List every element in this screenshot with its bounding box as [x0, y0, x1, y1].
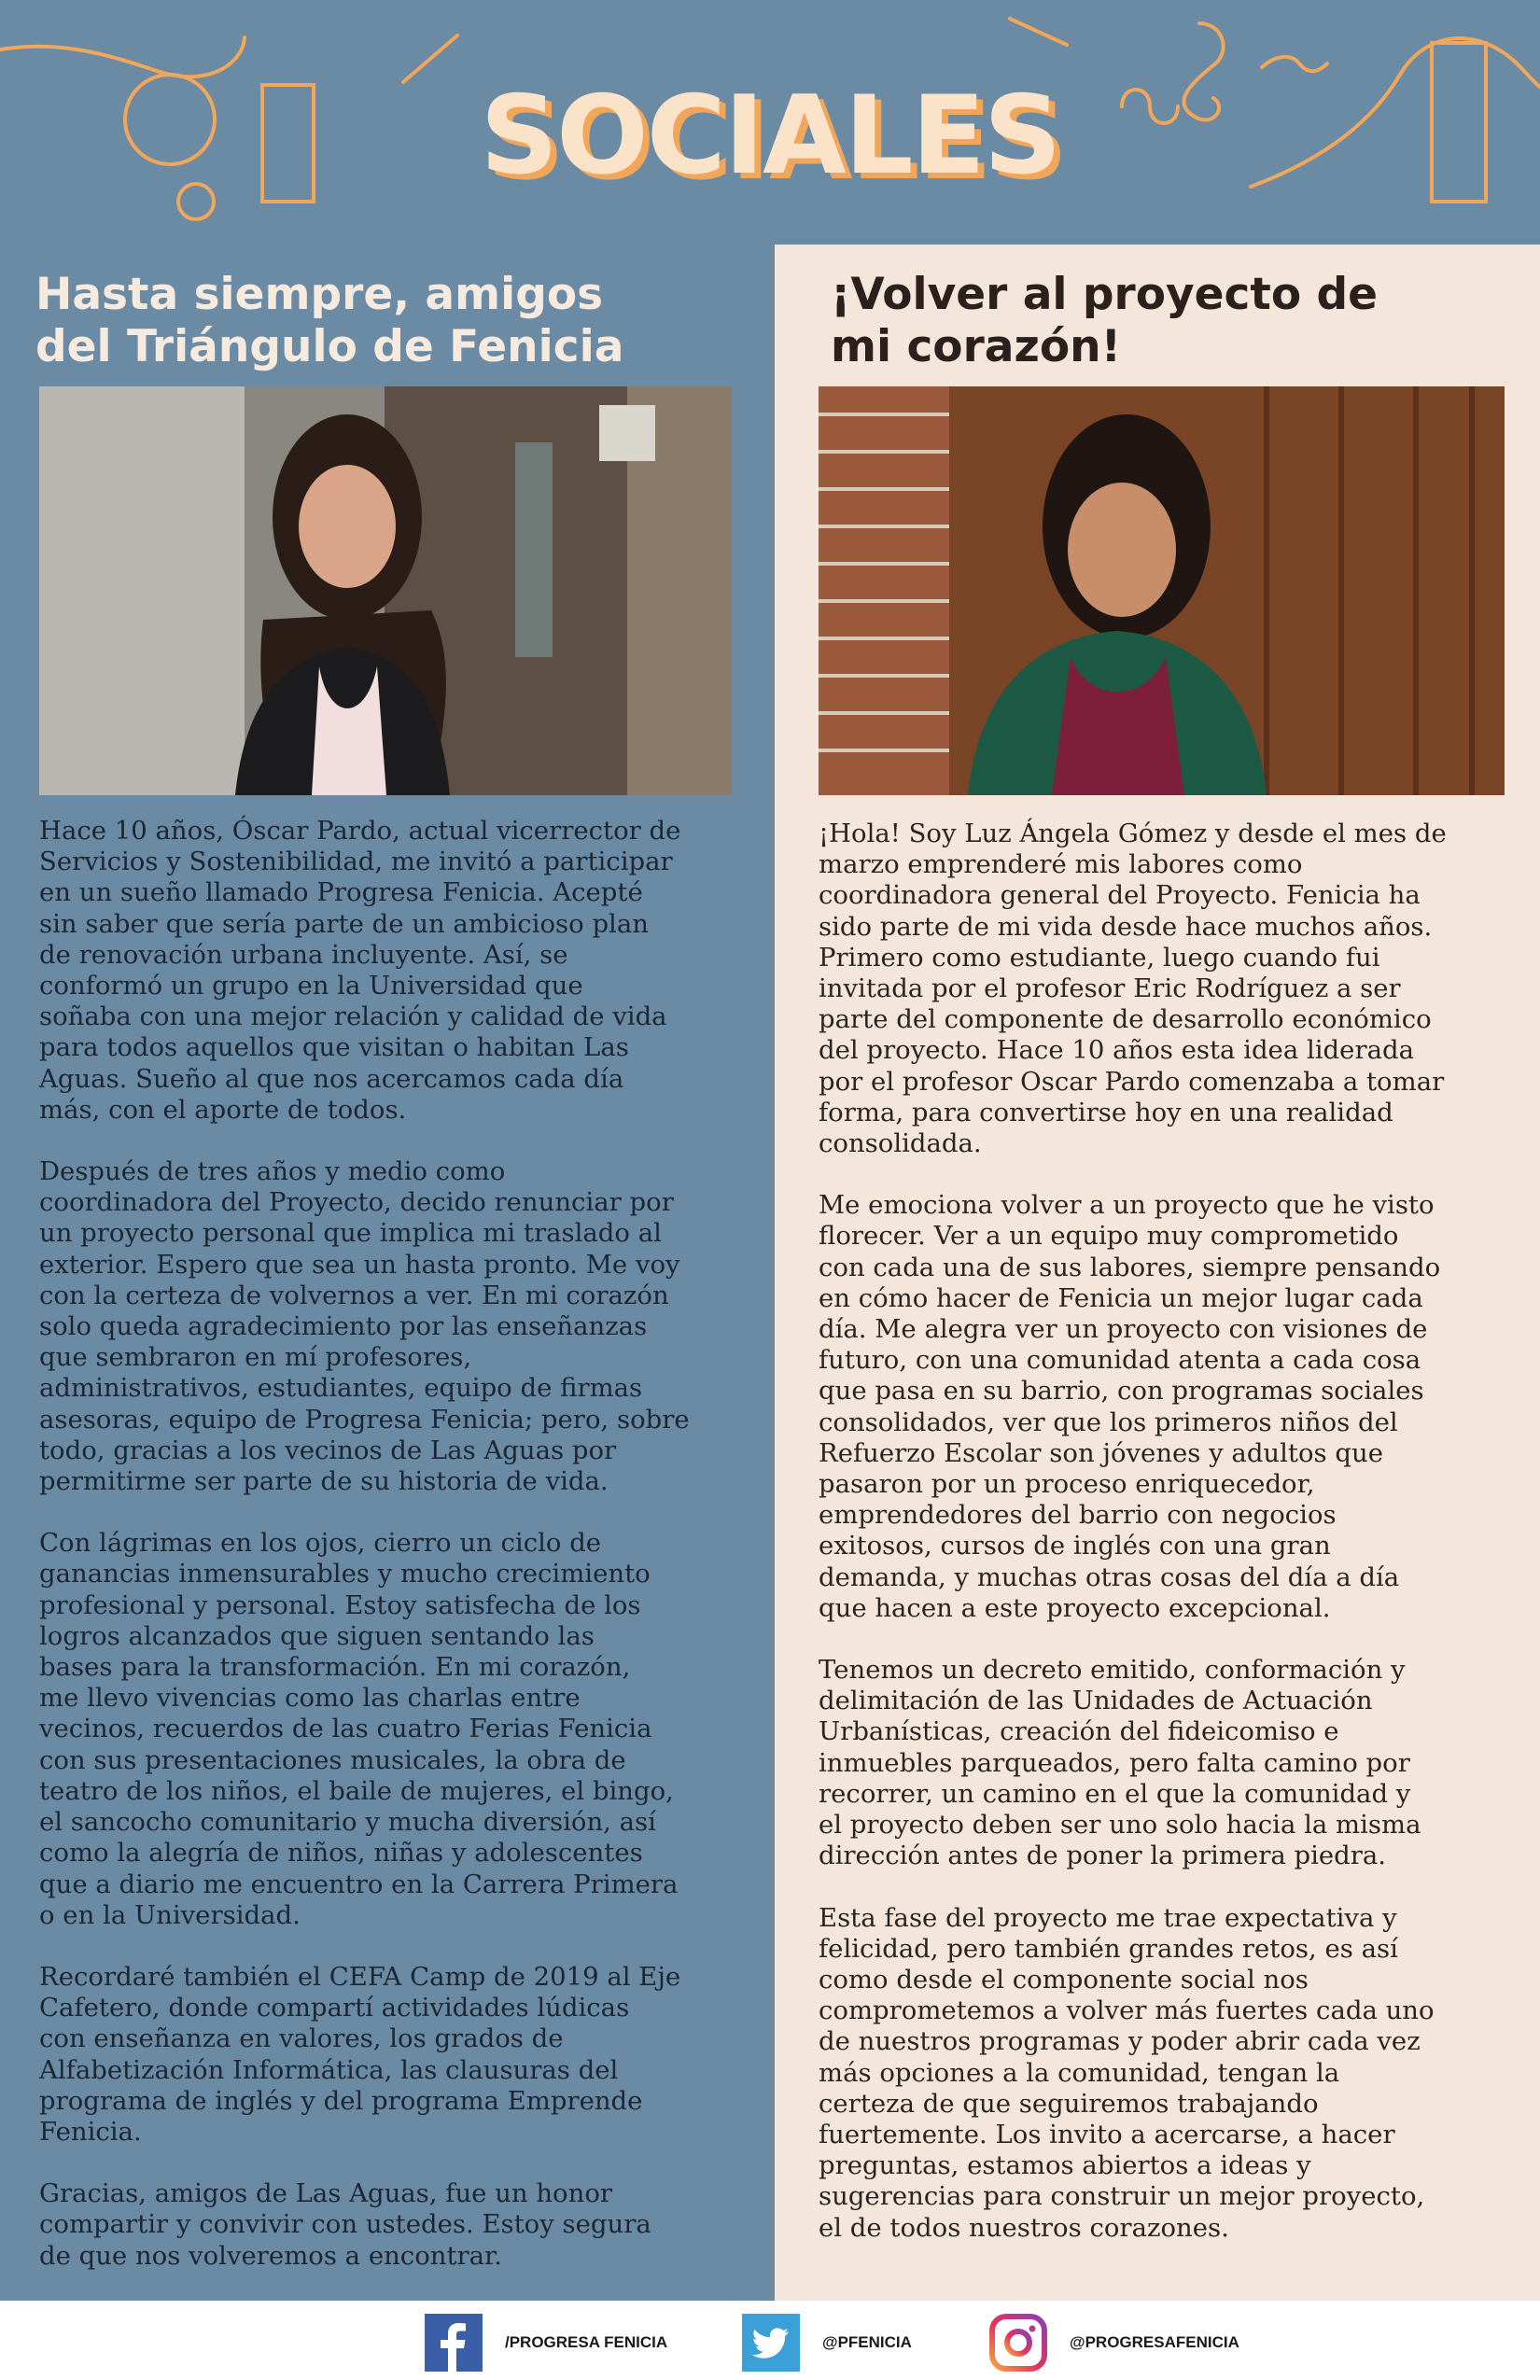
twitter-icon	[742, 2314, 800, 2372]
section-title: SOCIALES	[480, 73, 1060, 199]
article-left-paragraph: Recordaré también el CEFA Camp de 2019 al Eje Cafetero, donde compartí actividades lúdicas con enseñanza en valores, los grados de Alfabetización Informática, las clausuras del programa de inglés y del programa Emprende Fenicia.	[39, 1961, 681, 2147]
twitter-handle: @PFENICIA	[822, 2333, 912, 2351]
facebook-handle: /PROGRESA FENICIA	[505, 2333, 668, 2351]
instagram-icon	[989, 2314, 1047, 2372]
portrait-photo-right	[819, 386, 1505, 795]
article-right-paragraph: Esta fase del proyecto me trae expectativa y felicidad, pero también grandes retos, es así como desde el componente social nos comprometemos a volver más fuertes cada uno de nuestros programas y poder abrir cada vez más opciones a la comunidad, tengan la certeza de que seguiremos trabajando fuertemente. Los invito a acercarse, a hacer preguntas, estamos abiertos a ideas y sugerencias para construir un mejor proyecto, el de todos nuestros corazones.	[819, 1902, 1435, 2243]
article-right-title	[831, 269, 1378, 373]
header-banner	[0, 0, 1540, 245]
instagram-handle: @PROGRESAFENICIA	[1070, 2333, 1239, 2351]
article-left-title	[35, 269, 623, 373]
instagram-link[interactable]	[989, 2315, 1239, 2371]
article-right-body	[819, 819, 1528, 2275]
twitter-link[interactable]	[742, 2315, 912, 2371]
facebook-link[interactable]	[425, 2315, 667, 2371]
footer-social	[0, 2301, 1540, 2380]
article-right-paragraph: ¡Hola! Soy Luz Ángela Gómez y desde el mes de marzo emprenderé mis labores como coordinadora general del Proyecto. Fenicia ha sido parte de mi vida desde hace muchos años. Primero como estudiante, luego cuando fui invitada por el profesor Eric Rodríguez a ser parte del componente de desarrollo económico del proyecto. Hace 10 años esta idea liderada por el profesor Oscar Pardo comenzaba a tomar forma, para convertirse hoy en una realidad consolidada.	[819, 819, 1447, 1159]
article-left-body	[39, 816, 739, 2303]
article-right	[775, 245, 1540, 2301]
article-right-paragraph: Tenemos un decreto emitido, conformación y delimitación de las Unidades de Actuación Urbanísticas, creación del fideicomiso e inmuebles parqueados, pero falta camino por recorrer, un camino en el que la comunidad y el proyecto deben ser uno solo hacia la misma dirección antes de poner la primera piedra.	[819, 1655, 1421, 1871]
article-left-paragraph: Gracias, amigos de Las Aguas, fue un honor compartir y convivir con ustedes. Estoy segura de que nos volveremos a encontrar.	[39, 2178, 651, 2271]
article-left-paragraph: Después de tres años y medio como coordinadora del Proyecto, decido renunciar por un proyecto personal que implica mi traslado al exterior. Espero que sea un hasta pronto. Me voy con la certeza de volvernos a ver. En mi corazón solo queda agradecimiento por las enseñanzas que sembraron en mí profesores, administrativos, estudiantes, equipo de firmas asesoras, equipo de Progresa Fenicia; pero, sobre todo, gracias a los vecinos de Las Aguas por permitirme ser parte de su historia de vida.	[39, 1156, 690, 1497]
facebook-icon	[425, 2314, 483, 2372]
article-right-title-text: ¡Volver al proyecto de mi corazón!	[831, 269, 1379, 372]
article-left-title-text: Hasta siempre, amigos del Triángulo de Fenicia	[35, 269, 624, 372]
article-left-paragraph: Hace 10 años, Óscar Pardo, actual vicerrector de Servicios y Sostenibilidad, me invitó a participar en un sueño llamado Progresa Fenicia. Acepté sin saber que sería parte de un ambicioso plan de renovación urbana incluyente. Así, se conformó un grupo en la Universidad que soñaba con una mejor relación y calidad de vida para todos aquellos que visitan o habitan Las Aguas. Sueño al que nos acercamos cada día más, con el aporte de todos.	[39, 816, 681, 1125]
article-left	[0, 245, 775, 2301]
portrait-photo-left	[39, 386, 732, 795]
article-right-paragraph: Me emociona volver a un proyecto que he visto florecer. Ver a un equipo muy comprometido con cada una de sus labores, siempre pensando en cómo hacer de Fenicia un mejor lugar cada día. Me alegra ver un proyecto con visiones de futuro, con una comunidad atenta a cada cosa que pasa en su barrio, con programas sociales consolidados, ver que los primeros niños del Refuerzo Escolar son jóvenes y adultos que pasaron por un proceso enriquecedor, emprendedores del barrio con negocios exitosos, cursos de inglés con una gran demanda, y muchas otras cosas del día a día que hacen a este proyecto excepcional.	[819, 1190, 1441, 1623]
article-left-paragraph: Con lágrimas en los ojos, cierro un ciclo de ganancias inmensurables y mucho crecimiento profesional y personal. Estoy satisfecha de los logros alcanzados que siguen sentando las bases para la transformación. En mi corazón, me llevo vivencias como las charlas entre vecinos, recuerdos de las cuatro Ferias Fenicia con sus presentaciones musicales, la obra de teatro de los niños, el baile de mujeres, el bingo, el sancocho comunitario y mucha diversión, así como la alegría de niños, niñas y adolescentes que a diario me encuentro en la Carrera Primera o en la Universidad.	[39, 1528, 679, 1930]
